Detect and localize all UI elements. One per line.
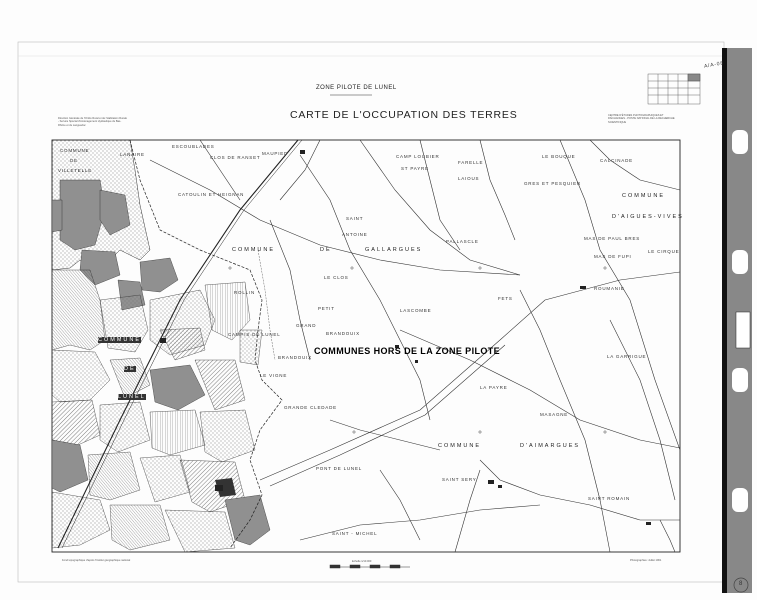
commune-lunel-2: DE <box>124 366 136 372</box>
place-label: MAS DE FUPI <box>594 254 632 259</box>
sheet-index-grid <box>648 74 700 104</box>
scale-label: Echelle 1/10.000 <box>352 560 372 563</box>
commune-lunel-1: COMMUNE <box>98 337 142 343</box>
place-label: CALCINADE <box>600 158 633 163</box>
place-label: CATOULIN ET HEIGNAN <box>178 192 245 197</box>
place-label: SAINT ROMAIN <box>588 496 631 501</box>
place-label: BRANDOUIX <box>326 331 360 336</box>
place-label: BRANDOUIX <box>278 355 312 360</box>
sheet-code: A/A-08 <box>703 60 725 70</box>
place-label: PALLASCLE <box>446 239 479 244</box>
place-label: MAS DE PAUL BRES <box>584 236 641 241</box>
place-label: PONT DE LUNEL <box>316 466 363 471</box>
commune-aimargues-1: COMMUNE <box>438 443 482 449</box>
place-label: LASCOMBE <box>400 308 432 313</box>
place-label: SAINT SERY <box>442 477 477 482</box>
place-label: LE VIGNE <box>260 373 288 378</box>
place-label: CAMPIS DE LUNEL <box>228 332 281 337</box>
commune-gallargues-3: GALLARGUES <box>365 247 423 253</box>
place-label: FARELLE <box>458 160 484 165</box>
note-bottom-right: Photographies: Juillet 1961 <box>630 559 662 562</box>
place-label: LE BOUQUE <box>542 154 576 159</box>
commune-aigues-vives-1: COMMUNE <box>622 193 666 199</box>
commune-aigues-vives-2: D'AIGUES-VIVES <box>612 214 684 220</box>
place-label: GRAND <box>296 323 317 328</box>
commune-aimargues-2: D'AIMARGUES <box>520 443 581 449</box>
zone-title: ZONE PILOTE DE LUNEL <box>316 85 397 91</box>
sheet-number: 8 <box>739 581 744 587</box>
place-label: LA GARRIGUE <box>607 354 647 359</box>
place-label: GRANDE CLEDADE <box>284 405 337 410</box>
map-title: CARTE DE L'OCCUPATION DES TERRES <box>290 109 518 121</box>
scale-bar <box>330 565 410 568</box>
place-label: LA PAYRE <box>480 385 508 390</box>
place-label: ROLLIN <box>234 290 256 295</box>
commune-lunel-3: LUNEL <box>118 394 146 400</box>
place-label: GRES ET PESQUIER <box>524 181 581 186</box>
place-label: LE CIRQUE <box>648 249 680 254</box>
place-label: LE CLOS <box>324 275 349 280</box>
note-bottom-left: Fond topographique d'après l'Institut géographique national <box>62 559 131 562</box>
place-label: SAINT - MICHEL <box>332 531 378 536</box>
place-label: FETS <box>498 296 513 301</box>
place-label: MASAGNE <box>540 412 569 417</box>
commune-villetelle-1: COMMUNE <box>60 148 90 153</box>
note-top-right: CENTRE D'ÉTUDES PHOTOGRAPHIQUES ET D'ÉCHANGES - POSTE NATIONAL DE LA RECHERCHE SCIENTIFIQUE <box>608 114 675 124</box>
place-label: LANAIRE <box>120 152 145 157</box>
note-top-left: Direction Générale de l'Ordre Rural et de l'Habitation Rurale - Service Spécial d'Aménagement Hydraulique du Bas-Rhône et du Languedoc <box>58 117 127 127</box>
place-label: ROUMANIE <box>594 286 625 291</box>
place-label: ANTOINE <box>342 232 368 237</box>
place-label: ESCOUBLADES <box>172 144 215 149</box>
place-label: PETIT <box>318 306 335 311</box>
commune-villetelle-2: DE <box>70 158 78 163</box>
commune-gallargues-1: COMMUNE <box>232 247 276 253</box>
place-label: LAIOUS <box>458 176 480 181</box>
place-label: CAMP LOUBIER <box>396 154 440 159</box>
commune-gallargues-2: DE <box>320 247 332 253</box>
center-label: COMMUNES HORS DE LA ZONE PILOTE <box>314 346 501 356</box>
place-label: CLOS DE RANSET <box>210 155 261 160</box>
place-label: MAUPIED <box>262 151 289 156</box>
place-label: SAINT <box>346 216 364 221</box>
commune-villetelle-3: VILLETELLE <box>58 168 93 173</box>
place-label: ST PAYRE <box>401 166 429 171</box>
